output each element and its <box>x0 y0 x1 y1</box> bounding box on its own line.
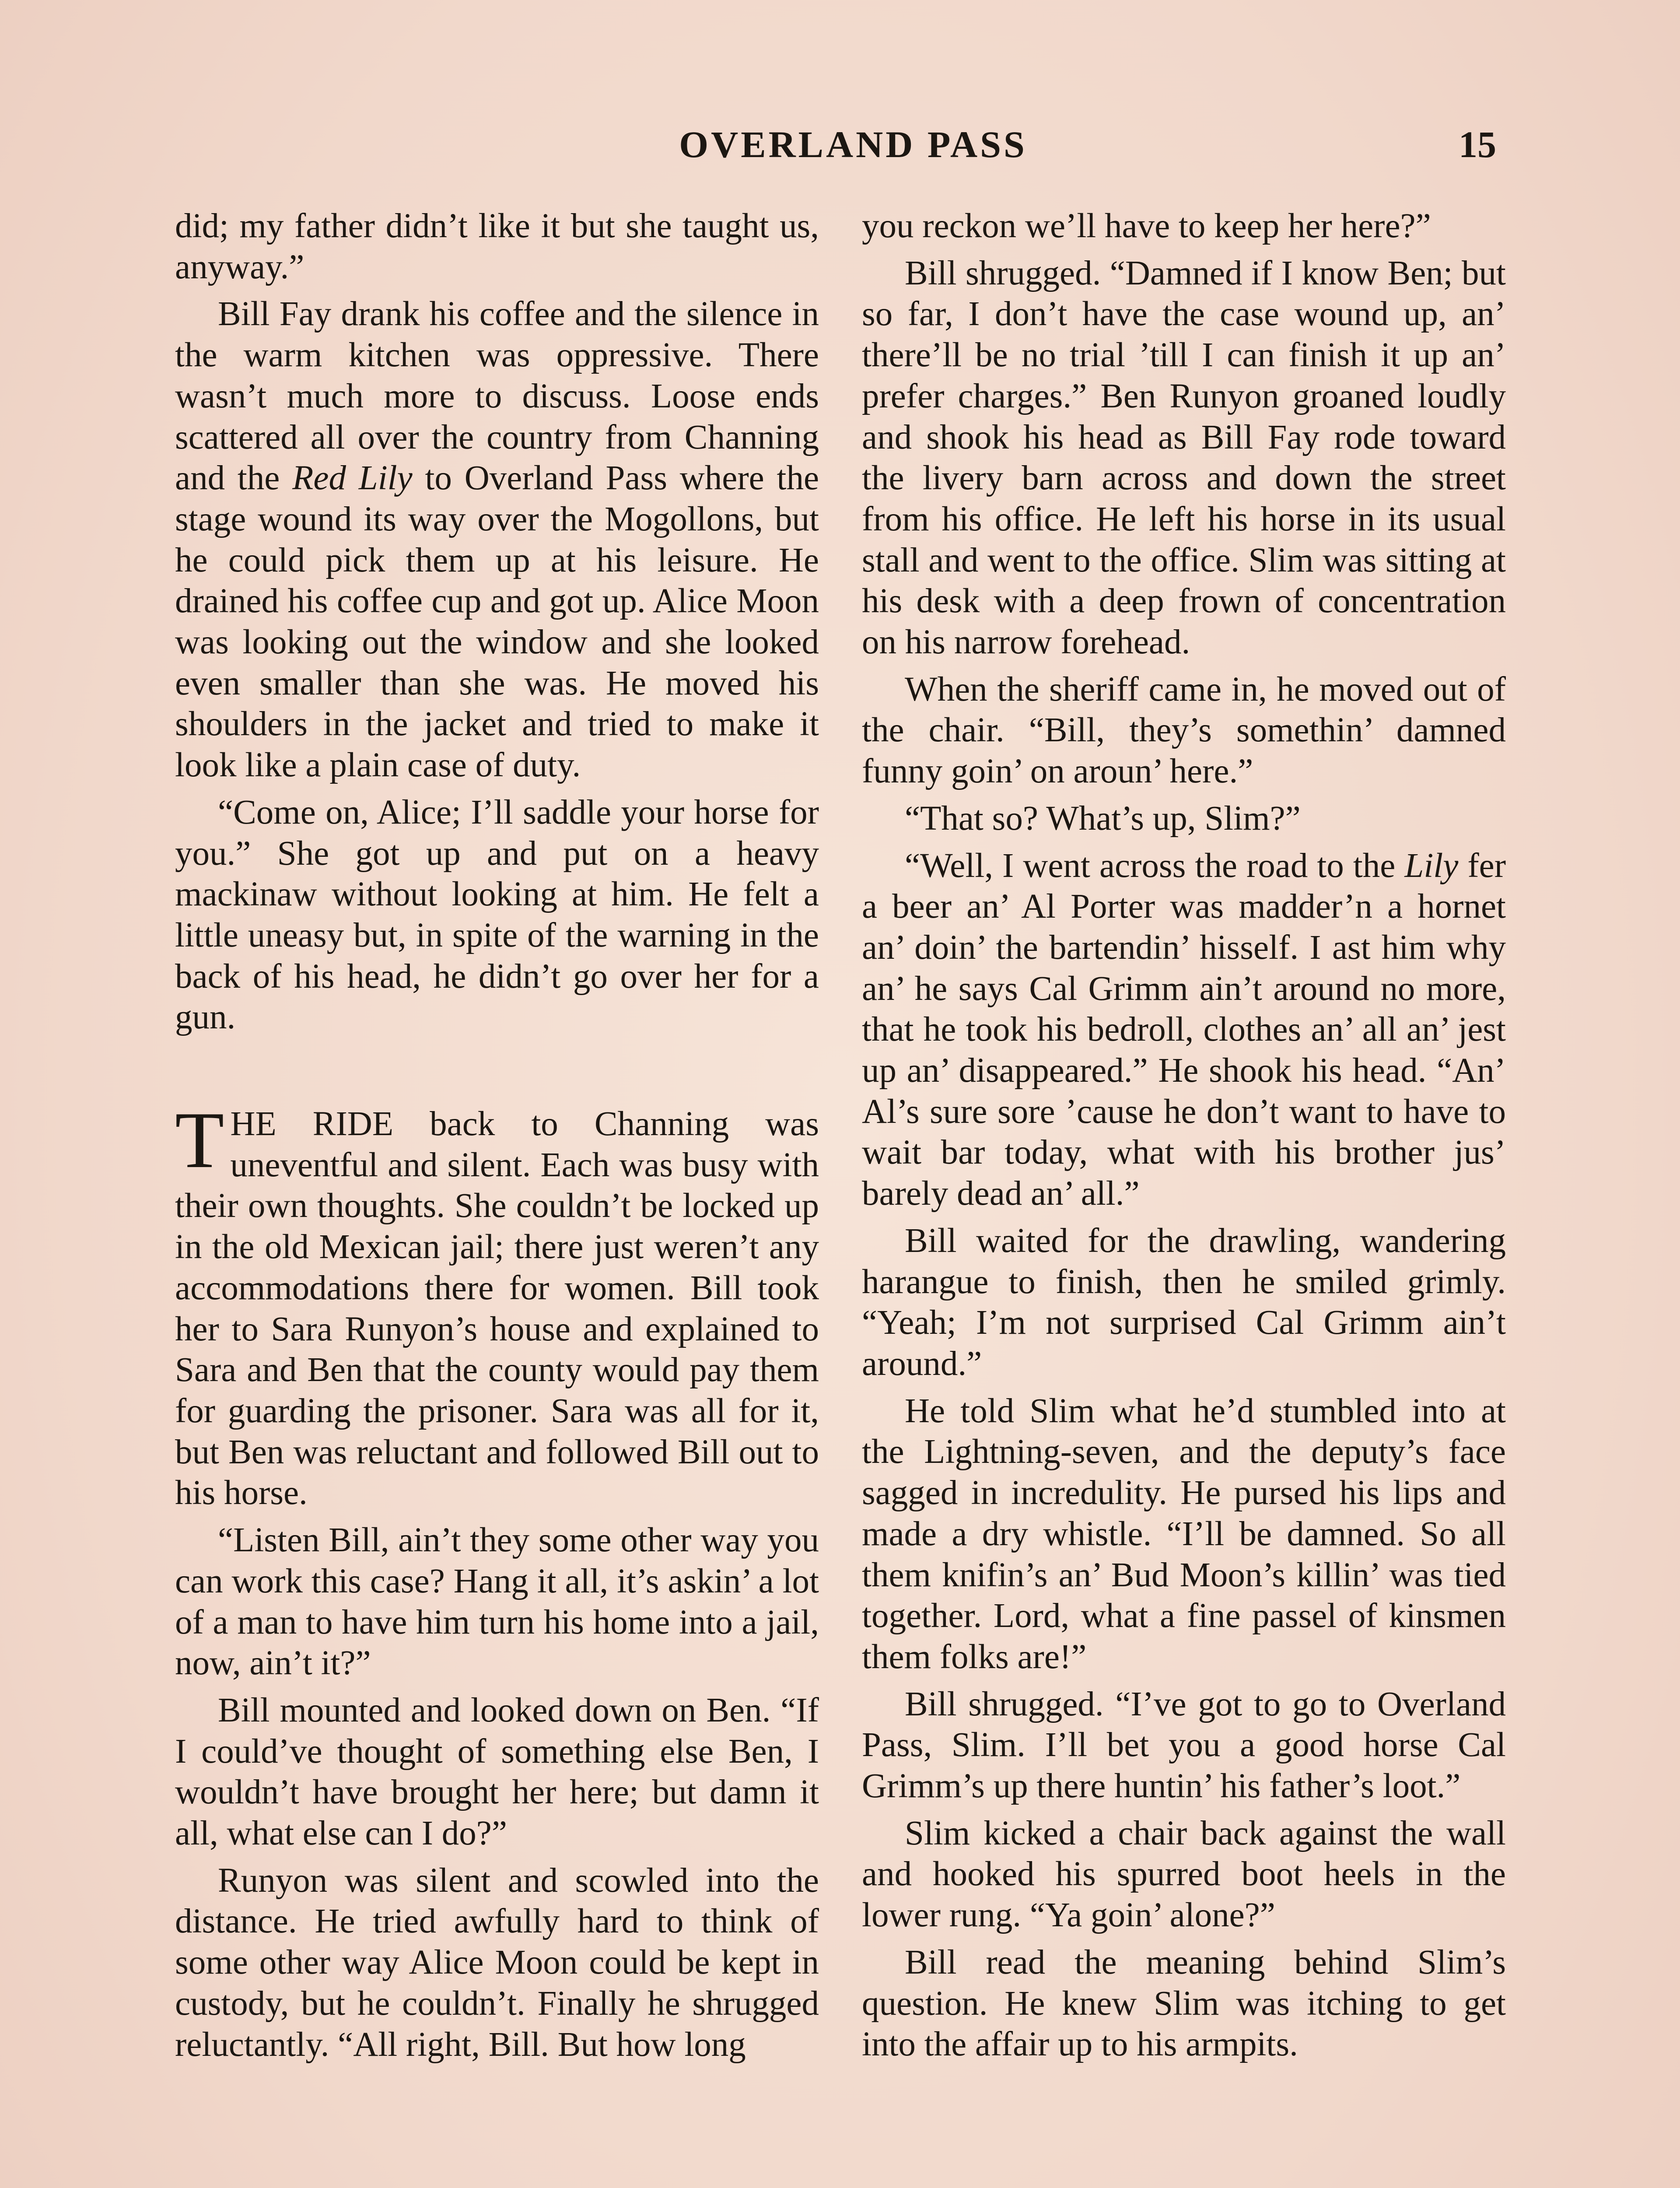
paragraph <box>175 294 819 785</box>
paragraph-text: “Well, I went across the road to the <box>905 846 1405 885</box>
paragraph: “Listen Bill, ain’t they some other way you can work this case? Hang it all, it’s askin’ a lot of a man to have him turn his home into a jail, now, ain’t it?” <box>175 1521 819 1683</box>
paragraph: did; my father didn’t like it but she taught us, anyway.” <box>175 207 819 286</box>
paragraph: you reckon we’ll have to keep her here?” <box>862 207 1431 245</box>
page-number: 15 <box>1459 123 1496 165</box>
paragraph: Bill mounted and looked down on Ben. “If I could’ve thought of something else Ben, I wouldn’t have brought her here; but damn it all, what else can I do?” <box>175 1691 819 1853</box>
paragraph <box>862 845 1506 1214</box>
paragraph: He told Slim what he’d stumbled into at the Lightning-seven, and the deputy’s face sagged in incredulity. He pursed his lips and made a dry whistle. “I’ll be damned. So all them knifin’s an’ Bud Moon’s killin’ was tied together. Lord, what a fine passel of kinsmen them folks are!” <box>862 1392 1506 1676</box>
paragraph-text: to Overland Pass where the stage wound its way over the Mogollons, but he could pick them up at his leisure. He drained his coffee cup and got up. Alice Moon was looking out the window and she looked even smaller than she was. He moved his shoulders in the jacket and tried to make it look like a plain case of duty. <box>175 459 819 785</box>
paragraph-text: HE RIDE back to Channing was uneventful and silent. Each was busy with their own thoughts. She couldn’t be locked up in the old Mexican jail; there just weren’t any accommodations there for women. Bill took her to Sara Runyon’s house and explained to Sara and Ben that the county would pay them for guarding the prisoner. Sara was all for it, but Ben was reluctant and followed Bill out to his horse. <box>175 1105 819 1512</box>
paragraph: Bill waited for the drawling, wandering harangue to finish, then he smiled grimly. “Yeah; I’m not surprised Cal Grimm ain’t around.” <box>862 1221 1506 1383</box>
paragraph: “That so? What’s up, Slim?” <box>905 799 1301 838</box>
paragraph-text: Bill Fay drank his coffee and the silence in the warm kitchen was oppressive. There wasn’t much more to discuss. Loose ends scattered all over the country from Channing and the <box>175 295 819 498</box>
left-column <box>175 206 819 2188</box>
drop-cap: T <box>175 1095 224 1185</box>
section-opening-paragraph <box>175 1095 819 1514</box>
paragraph: Bill shrugged. “I’ve got to go to Overland Pass, Slim. I’ll bet you a good horse Cal Grimm’s up there huntin’ his father’s loot.” <box>862 1685 1506 1806</box>
italic-title: Lily <box>1404 846 1459 885</box>
paragraph: Bill shrugged. “Damned if I know Ben; but so far, I don’t have the case wound up, an’ there’ll be no trial ’till I can finish it up an’ prefer charges.” Ben Runyon groaned loudly and shook his head as Bill Fay rode toward the livery barn across and down the street from his office. He left his horse in its usual stall and went to the office. Slim was sitting at his desk with a deep frown of concentration on his narrow forehead. <box>862 254 1506 662</box>
right-column <box>862 206 1506 2188</box>
running-title: OVERLAND PASS <box>679 123 1027 165</box>
italic-title: Red Lily <box>292 459 413 498</box>
running-head <box>0 123 1680 171</box>
paragraph: “Come on, Alice; I’ll saddle your horse for you.” She got up and put on a heavy mackinaw without looking at him. He felt a little uneasy but, in spite of the warning in the back of his head, he didn’t go over her for a gun. <box>175 793 819 1037</box>
paragraph: Slim kicked a chair back against the wall and hooked his spurred boot heels in the lower rung. “Ya goin’ alone?” <box>862 1814 1506 1935</box>
paragraph: Runyon was silent and scowled into the distance. He tried awfully hard to think of some other way Alice Moon could be kept in custody, but he couldn’t. Finally he shrugged reluctantly. “All right, Bill. But how long <box>175 1861 819 2064</box>
paragraph: Bill read the meaning behind Slim’s question. He knew Slim was itching to get into the affair up to his armpits. <box>862 1943 1506 2064</box>
paragraph: When the sheriff came in, he moved out of the chair. “Bill, they’s somethin’ damned funny goin’ on aroun’ here.” <box>862 670 1506 791</box>
paragraph-text: fer a beer an’ Al Porter was madder’n a hornet an’ doin’ the bartendin’ hisself. I ast him why an’ he says Cal Grimm ain’t around no more, that he took his bedroll, clothes an’ all an’ jest up an’ disappeared.” He shook his head. “An’ Al’s sure sore ’cause he don’t want to have to wait bar today, what with his brother jus’ barely dead an’ all.” <box>862 846 1506 1213</box>
